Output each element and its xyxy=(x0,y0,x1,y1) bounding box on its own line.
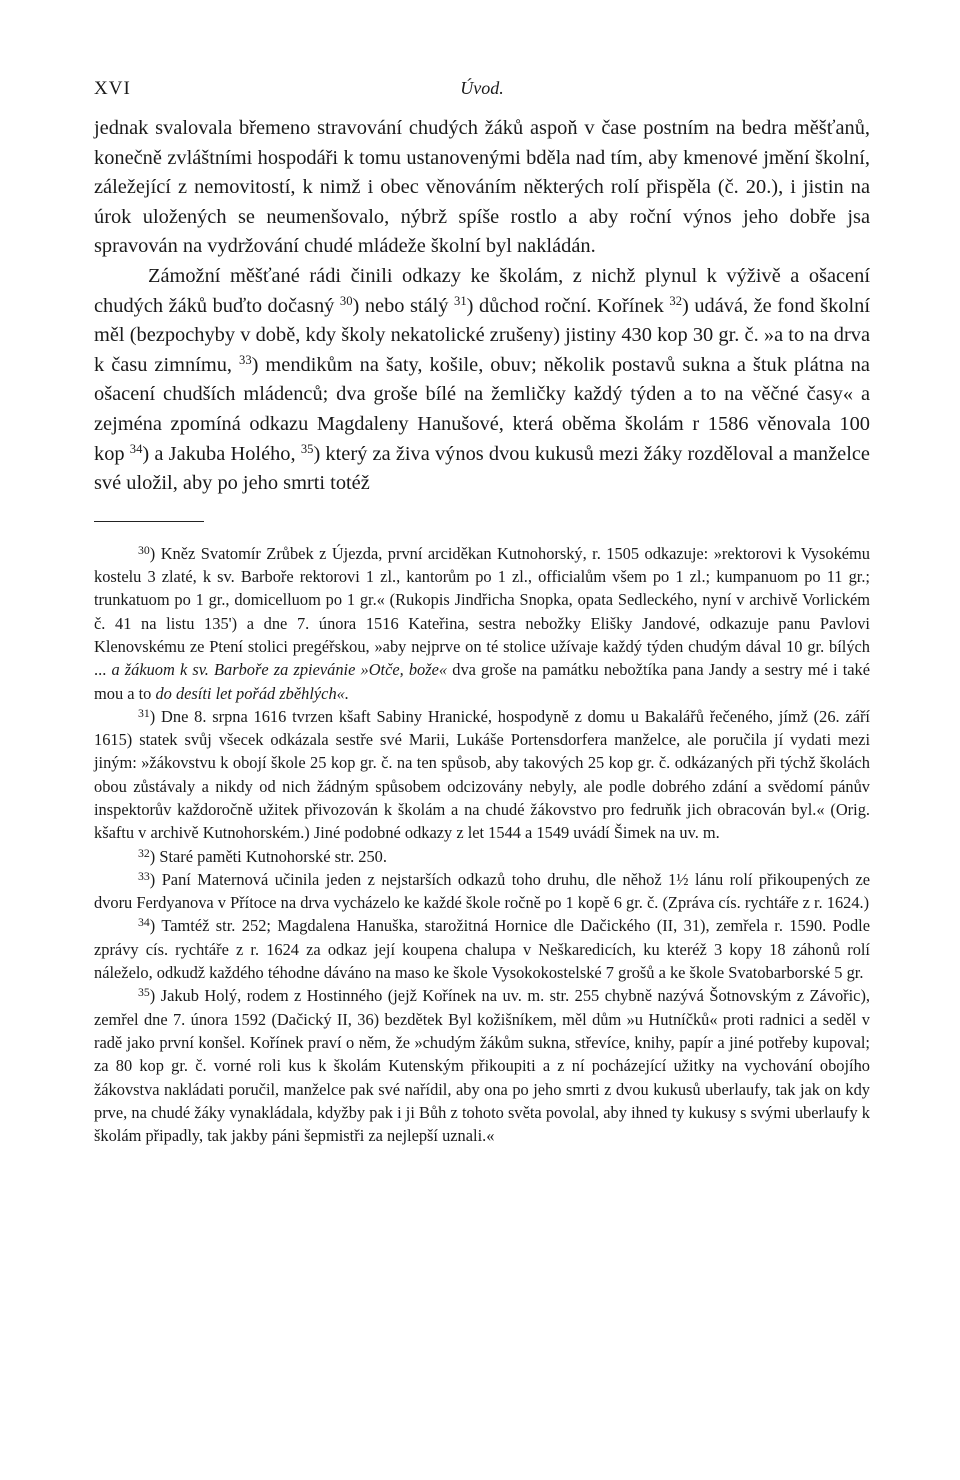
page-number: XVI xyxy=(94,78,131,99)
paragraph-2-text-a: Zámožní měšťané rádi činili odkazy ke školám, z nichž plynul k výživě a ošacení chudých žáků buďto dočasný xyxy=(94,264,870,317)
footnote-30-text-a: ) Kněz Svatomír Zrůbek z Újezda, první arciděkan Kutnohorský, r. 1505 odkazuje: »rektorovi k Vysokému kostelu 3 zlaté, k sv. Barboře rektorovi 1 zl., kantorům po 1 zl., officialům všem po 1 zl.; kumpanuom po 11 gr.; trunkatuom po 1 gr., domicelluom po 1 gr.« (Rukopis Jindřicha Snopka, opata Sedleckého, nyní v archivě Vorlickém č. 41 na listu 135') a dne 7. února 1516 Kateřina, sestra nebožky Elišky Jandové, odkazuje panu Pavlovi Klenovskému ze Ptení stolici pregéřskou, »aby nejprve on té stolice užívaje každý týden chudým dával 10 gr. bílých ... xyxy=(94,543,870,680)
footnote-mark-30: 30 xyxy=(138,542,150,557)
footnote-35-text: ) Jakub Holý, rodem z Hostinného (jejž Kořínek na uv. m. str. 255 chybně nazývá Šotnovským z Závořic), zemřel dne 7. února 1592 (Dačický II, 36) bezdětek Byl kožišníkem, měl dům »u Hutníčků« proti radnici a seděl v radě jako první konšel. Kořínek praví o něm, že »chudým žákům sukna, střevíce, knihy, papír a jiné potřeby kupoval; za 80 kop gr. č. vorné roli kus k školám Kutenským přikoupiti a z ní pocházející užitky na vychování obojího žákovstva nakládati poručil, manželce pak své nařídil, aby ona po jeho smrti z dvou kukusů uberlaufy, tak jak on kdy prve, na chudé žáky vynakládala, kdyžby pak i ji Bůh z tohoto světa povolal, aby ihned ty kukusy s svými uberlaufy k školám připadly, tak jakby páni šepmistři za nejlepší uznali.« xyxy=(94,986,870,1146)
footnotes xyxy=(94,542,870,1148)
footnote-30-italic-b: do desíti let pořád zběhlých«. xyxy=(155,683,349,703)
footnote-33 xyxy=(94,868,870,915)
footnote-mark-35: 35 xyxy=(138,985,150,1000)
paragraph-2-text-e: ) mendikům na šaty, košile, obuv; několik postavů sukna a štuk plátna na ošacení chudších mládenců; dva groše bílé na žemličky každý týden a to na věčné časy« a zejména zpomíná odkazu Magdaleny Hanušové, která oběma školám r 1586 věnovala 100 kop xyxy=(94,353,870,465)
footnote-ref-35[interactable]: 35 xyxy=(300,441,314,456)
footnote-ref-30[interactable]: 30 xyxy=(339,293,353,308)
paragraph-1-text: jednak svalovala břemeno stravování chudých žáků aspoň v čase postním na bedra měšťanů, konečně zvláštními hospodáři k tomu ustanovenými bděla nad tím, aby kmenové jmění školní, záležející z nemovitostí, k nimž i obec věnováním některých rolí přispěla (č. 20.), i jistin na úrok uložených se neumenšovalo, nýbrž spíše rostlo a aby roční výnos jeho dobře jsa spravován na vydržování chudé mládeže školní byl nakládán. xyxy=(94,117,870,258)
document-page xyxy=(94,78,870,1147)
footnote-separator xyxy=(94,521,204,522)
main-text xyxy=(94,114,870,499)
footnote-30 xyxy=(94,542,870,705)
footnote-ref-32[interactable]: 32 xyxy=(669,293,683,308)
footnote-mark-31: 31 xyxy=(138,705,150,720)
paragraph-2-text-b: ) nebo stálý xyxy=(352,294,449,317)
footnote-33-text: ) Paní Maternová učinila jeden z nejstarších odkazů toho druhu, dle něhož 1½ lánu rolí přikoupených ze dvoru Ferdyanova v Přítoce na drva vycházelo ke každé škole ročně po 1 kopě 6 gr. č. (Zpráva cís. rychtáře z r. 1624.) xyxy=(94,869,870,913)
paragraph-2 xyxy=(94,262,870,499)
paragraph-1 xyxy=(94,114,870,262)
paragraph-2-text-g: ) který za živa výnos dvou kukusů mezi žáky rozděloval a manželce své uložil, aby po jeho smrti totéž xyxy=(94,442,870,495)
footnote-32-text: ) Staré paměti Kutnohorské str. 250. xyxy=(149,846,387,866)
footnote-35 xyxy=(94,984,870,1147)
paragraph-2-text-c: ) důchod roční. Kořínek xyxy=(466,294,664,317)
footnote-ref-31[interactable]: 31 xyxy=(454,293,467,308)
footnote-34 xyxy=(94,914,870,984)
footnote-30-text-b: dva groše na památku nebožtíka pana Jandy a sestry mé i také mou a to xyxy=(94,660,871,703)
footnote-ref-33[interactable]: 33 xyxy=(239,352,252,367)
footnote-ref-34[interactable]: 34 xyxy=(129,441,143,456)
paragraph-2-text-d: ) udává, že fond školní měl (bezpochyby v době, kdy školy nekatolické zrušeny) jistiny 430 kop 30 gr. č. »a to na drva k času zimnímu, xyxy=(94,294,870,376)
footnote-mark-34: 34 xyxy=(138,915,150,930)
footnote-mark-32: 32 xyxy=(138,845,150,860)
running-head: Úvod. xyxy=(460,78,504,98)
footnote-34-text: ) Tamtéž str. 252; Magdalena Hanuška, starožitná Hornice dle Dačického (II, 31), zemřela r. 1590. Podle zprávy cís. rychtáře z r. 1624 za odkaz její koupena chalupa v Neškaredicích, ku kteréž 3 kopy 18 záhonů rolí náleželo, odkudž každého téhodne dáváno na maso ke škole Vysokokostelské 7 grošů a ke škole Svatobarborské 5 gr. xyxy=(94,916,870,983)
page-header xyxy=(94,78,870,108)
footnote-30-italic-a: a žákuom k sv. Barboře za zpievánie »Otče, bože« xyxy=(111,660,448,680)
paragraph-2-text-f: ) a Jakuba Holého, xyxy=(142,442,296,465)
footnote-31 xyxy=(94,705,870,845)
footnote-32 xyxy=(94,845,870,868)
footnote-31-text: ) Dne 8. srpna 1616 tvrzen kšaft Sabiny Hranické, hospodyně z domu u Bakalářů řečeného, jímž (26. září 1615) statek svůj všecek odkázala sestře své Marii, Lukáše Portensdorfera manželce, ale poručila jí vydati mezi jiným: »žákovstvu k obojí škole 25 kop gr. č. na ten spůsob, aby takových 25 kop gr. č. odkázaných při týchž školách obou zůstávaly a nikdy od nich žádným spůsobem odcizovány nebyly, ale podle dobrého zdání a svědomí pánův inspektorův každoročně užitek přivozován k školám a na chudé žákovstvo pro fedruňk jich obracován byl.« (Orig. kšaftu v archivě Kutnohorském.) Jiné podobné odkazy z let 1544 a 1549 uvádí Šimek na uv. m. xyxy=(94,706,870,843)
footnote-mark-33: 33 xyxy=(138,868,150,883)
